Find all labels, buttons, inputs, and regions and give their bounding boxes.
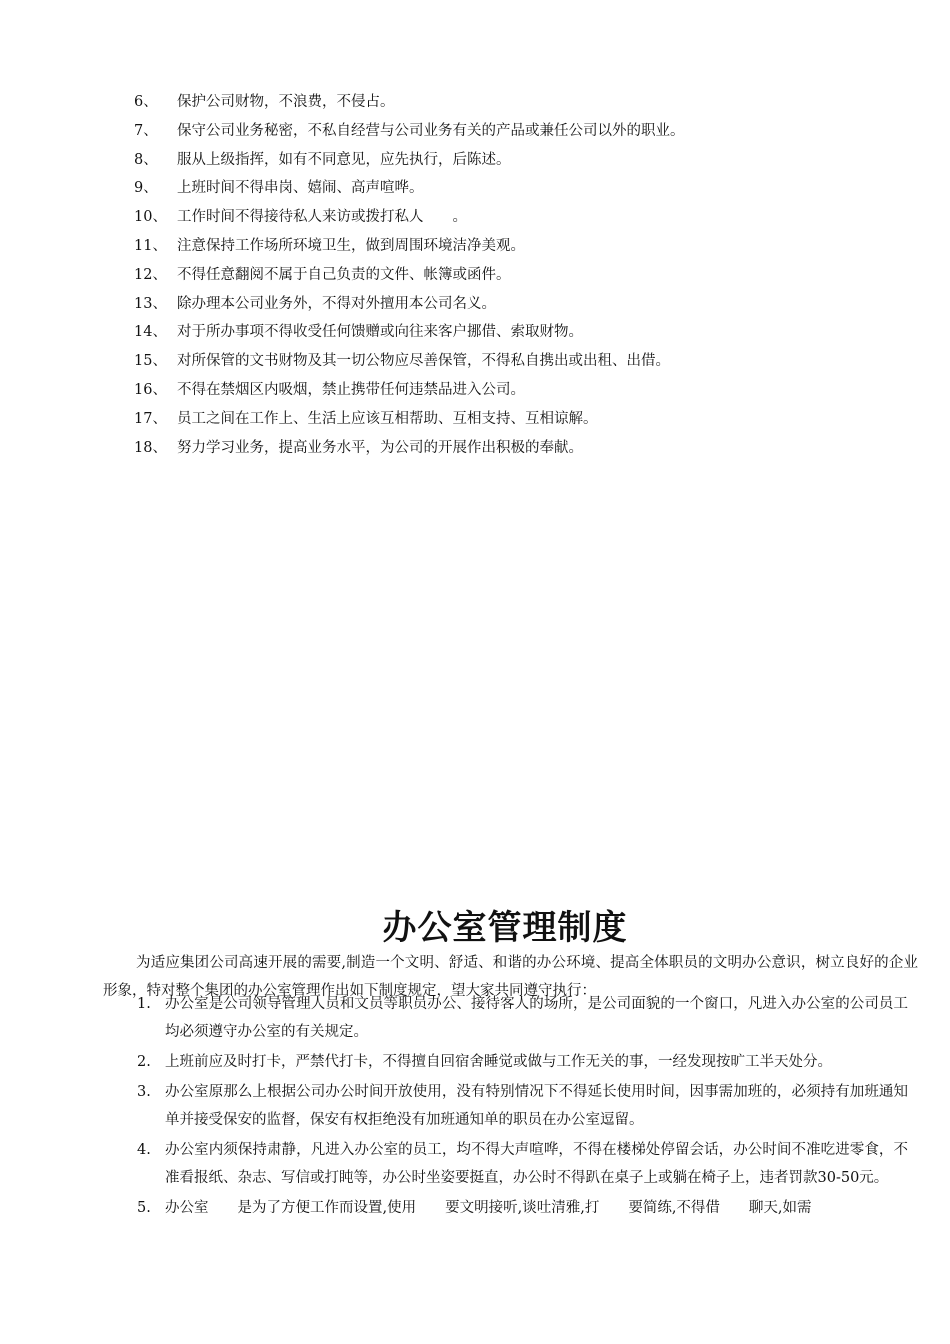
rule-text: 保守公司业务秘密，不私自经营与公司业务有关的产品或兼任公司以外的职业。 [177,122,685,139]
intro-paragraph: 为适应集团公司高速开展的需要,制造一个文明、舒适、和谐的办公环境、提高全体职员的文明办公意识，树立良好的企业形象，特对整个集团的办公室管理作出如下制度规定，望大家共同遵守执行： [103,954,918,999]
office-rule-text: 上班前应及时打卡，严禁代打卡，不得擅自回宿舍睡觉或做与工作无关的事，一经发现按旷工半天处分。 [165,1054,832,1070]
rule-number: 18、 [134,439,167,456]
rule-text: 注意保持工作场所环境卫生，做到周围环境洁净美观。 [177,237,525,254]
office-rule-number: 4. [137,1142,151,1158]
rule-item [0,203,950,232]
office-rule-item [0,1136,950,1192]
rule-text: 除办理本公司业务外，不得对外擅用本公司名义。 [177,295,496,312]
rule-number: 14、 [134,324,167,341]
rule-text: 不得在禁烟区内吸烟，禁止携带任何违禁品进入公司。 [177,381,525,398]
rule-item [0,347,950,376]
rule-item [0,174,950,203]
office-rule-number: 1. [137,996,151,1012]
office-rule-number: 5. [137,1200,151,1216]
rule-number: 10、 [134,209,167,226]
office-rule-text: 办公室 是为了方便工作而设置,使用 要文明接听,谈吐清雅,打 要简练,不得借 聊天,如需 [165,1200,812,1216]
rule-item [0,232,950,261]
office-rule-number: 3. [137,1084,151,1100]
rule-item [0,117,950,146]
rule-text: 对于所办事项不得收受任何馈赠或向往来客户挪借、索取财物。 [177,324,583,341]
rule-text: 工作时间不得接待私人来访或拨打私人 。 [177,209,467,226]
office-rule-item [0,990,950,1046]
rule-item [0,146,950,175]
rule-number: 16、 [134,381,167,398]
rule-number: 15、 [134,353,167,370]
rule-number: 17、 [134,410,167,427]
office-rules-list [0,990,950,1224]
rule-text: 服从上级指挥，如有不同意见，应先执行，后陈述。 [177,151,511,168]
rule-text: 上班时间不得串岗、嬉闹、高声喧哗。 [177,180,424,197]
section-title: 办公室管理制度 [382,907,628,948]
rule-item [0,318,950,347]
rule-item [0,88,950,117]
rule-item [0,405,950,434]
rule-number: 8、 [134,151,158,168]
rule-number: 7、 [134,122,158,139]
office-rule-item [0,1078,950,1134]
office-rule-text: 办公室原那么上根据公司办公时间开放使用，没有特别情况下不得延长使用时间，因事需加班的，必须持有加班通知单并接受保安的监督，保安有权拒绝没有加班通知单的职员在办公室逗留。 [165,1084,908,1128]
rule-item [0,376,950,405]
rule-text: 不得任意翻阅不属于自己负责的文件、帐簿或函件。 [177,266,511,283]
rule-number: 11、 [134,237,167,254]
rule-number: 6、 [134,94,158,110]
office-rule-text: 办公室是公司领导管理人员和文员等职员办公、接待客人的场所，是公司面貌的一个窗口，凡进入办公室的公司员工均必须遵守办公室的有关规定。 [165,996,908,1040]
rule-text: 努力学习业务，提高业务水平，为公司的开展作出积极的奉献。 [177,439,583,456]
rule-text: 保护公司财物，不浪费，不侵占。 [177,94,395,110]
employee-rules-list [0,88,950,462]
rule-text: 对所保管的文书财物及其一切公物应尽善保管，不得私自携出或出租、出借。 [177,353,670,370]
rule-text: 员工之间在工作上、生活上应该互相帮助、互相支持、互相谅解。 [177,410,598,427]
office-rule-text: 办公室内须保持肃静，凡进入办公室的员工，均不得大声喧哗，不得在楼梯处停留会话，办公时间不准吃进零食，不准看报纸、杂志、写信或打盹等，办公时坐姿要挺直，办公时不得趴在桌子上或躺在椅子上，违者罚款30-50元。 [165,1142,908,1186]
rule-item [0,290,950,319]
rule-number: 13、 [134,295,167,312]
office-rule-item [0,1194,950,1222]
rule-number: 12、 [134,266,167,283]
office-rule-item [0,1048,950,1076]
rule-number: 9、 [134,180,158,197]
rule-item [0,434,950,463]
rule-item [0,261,950,290]
office-rule-number: 2. [137,1054,151,1070]
